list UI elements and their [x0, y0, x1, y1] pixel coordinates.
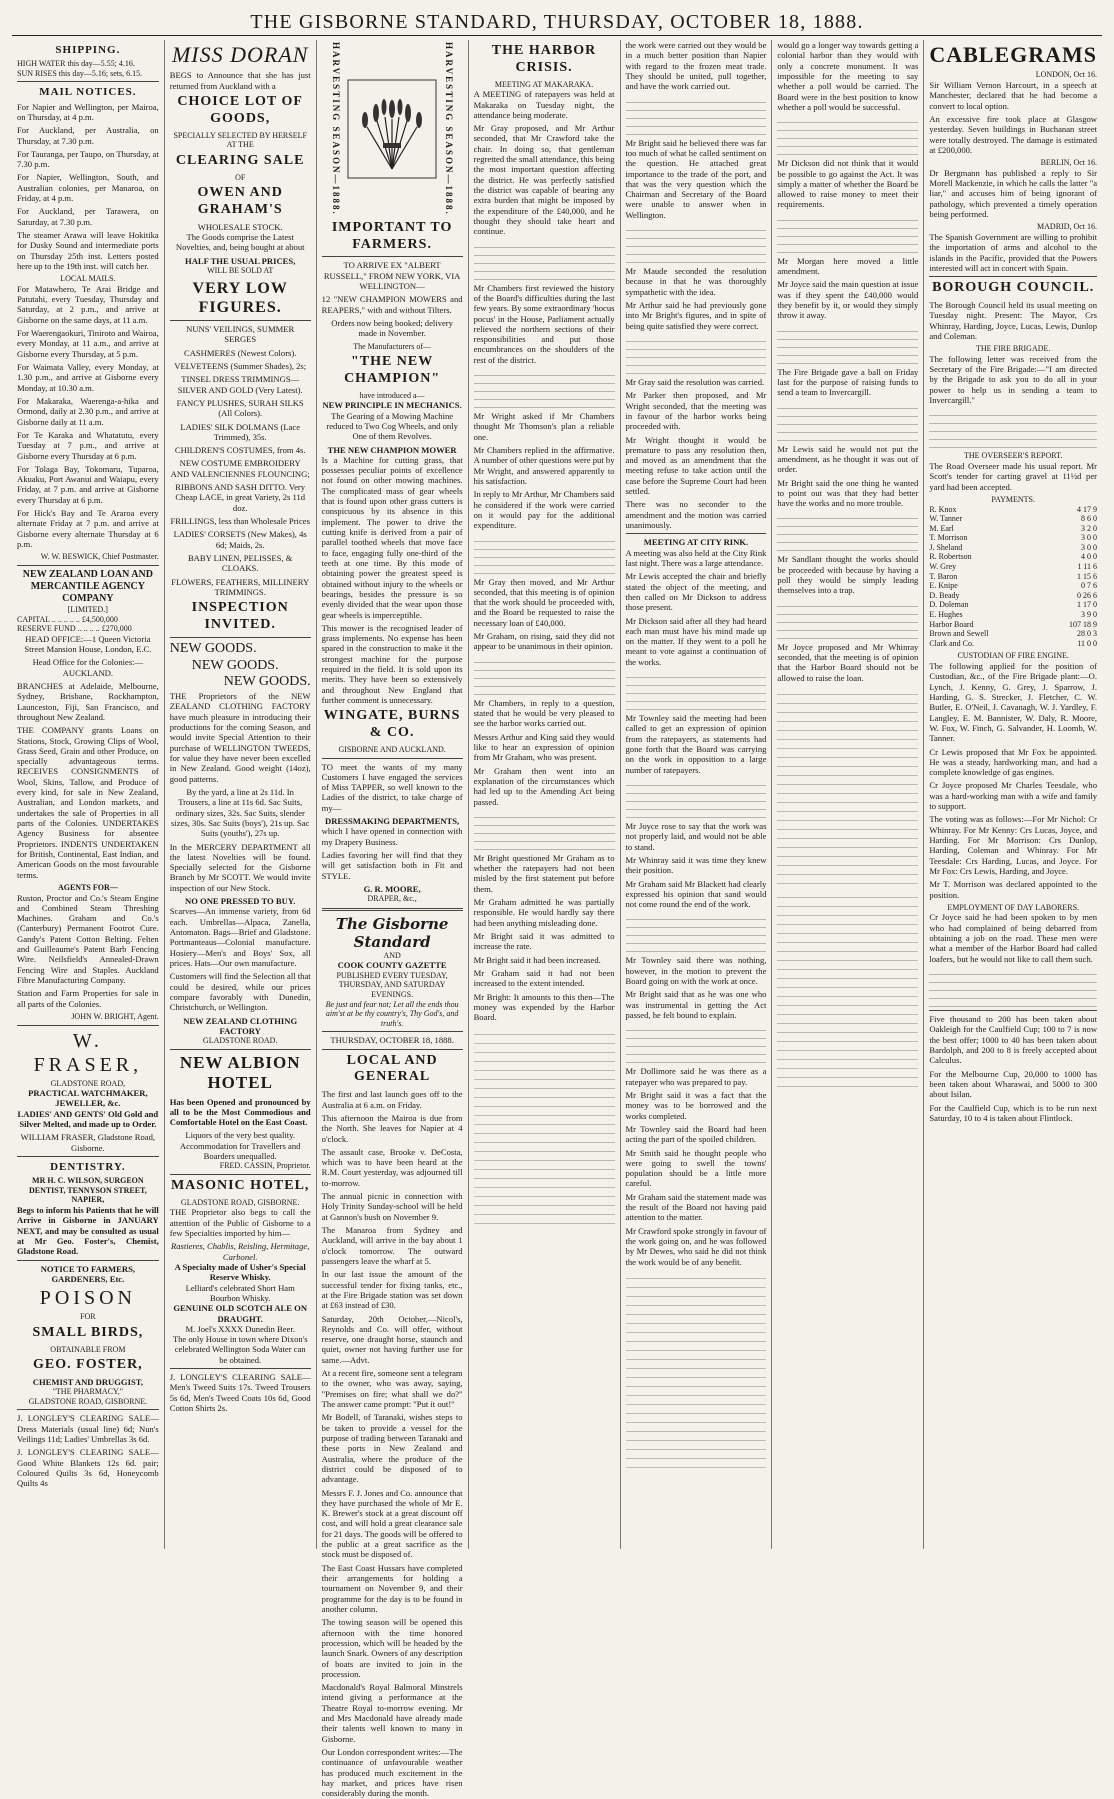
- harbor-para: Mr Chambers, in reply to a question, stated that he would be very pleased to see the harbor works carried out.: [473, 697, 615, 729]
- local-para: The Manaroa from Sydney and Auckland, will arrive in the bay about 1 o'clock tomorrow. The outward passengers leave the wharf at 5.: [321, 1225, 463, 1266]
- goods-item: TINSEL DRESS TRIMMINGS—SILVER AND GOLD (Very Latest).: [177, 374, 303, 395]
- overseer-body: The Road Overseer made his usual report. Mr Scott's tender for carting gravel at 11½d per yard had been accepted.: [929, 460, 1098, 492]
- tide-line: HIGH WATER this day—5.55; 4.16.: [17, 59, 135, 69]
- payment-amount: 0 7 6: [1081, 581, 1098, 591]
- harbor-para: Messrs Arthur and King said they would like to hear an expression of opinion from Mr Graham, who was present.: [473, 731, 615, 763]
- city-rink-heading: MEETING AT CITY RINK.: [643, 537, 749, 548]
- payment-row: [929, 629, 1097, 639]
- nzcf-name: NEW ZEALAND CLOTHING FACTORY: [183, 1015, 298, 1036]
- standard-published: PUBLISHED EVERY TUESDAY, THURSDAY, AND SATURDAY EVENINGS.: [336, 970, 448, 999]
- city-para: Mr Bright said it was a fact that the money was to be borrowed and the works completed.: [625, 1089, 767, 1121]
- soda-note: The only House in town where Dixon's celebrated Wellington Soda Water can be obtained.: [172, 1334, 308, 1365]
- local-para: This afternoon the Mairoa is due from the North. She leaves for Napier at 4 o'clock.: [321, 1112, 463, 1144]
- fraser-trade: PRACTICAL WATCHMAKER, JEWELLER, &c.: [28, 1088, 148, 1109]
- local-para: Messrs F. J. Jones and Co. announce that they have purchased the whole of Mr E. K. Brewer's stock at a great discount off cost, and will hold a great clearance sale for 21 days. The goods will be offered to the public at a great sacrifice as the stock must be disposed of.: [321, 1487, 463, 1560]
- will-be-sold: WILL BE SOLD AT: [207, 266, 274, 276]
- mail-item: For Napier, Wellington, South, and Australian colonies, per Manaroa, on Friday, at 4 p.m.: [17, 172, 159, 204]
- albion-liquors: Liquors of the very best quality.: [185, 1130, 296, 1141]
- scotch-ale: GENUINE OLD SCOTCH ALE ON DRAUGHT.: [173, 1303, 308, 1324]
- column-2: [164, 40, 316, 1549]
- mail-notices-heading: MAIL NOTICES.: [39, 86, 137, 99]
- pharmacy-address: GLADSTONE ROAD, GISBORNE.: [28, 1396, 148, 1406]
- mail-item: For Tauranga, per Taupo, on Thursday, at 7.30 p.m.: [17, 148, 159, 170]
- moore-body-2: which I have opened in connection with my Drapery Business.: [321, 826, 463, 847]
- city-cont-para: would go a longer way towards getting a colonial harbor than they would with only a concrete monument. It was impossible for the meeting to say whether a poll would be carried. The Board were in the best position to know whether a poll would be successful.: [777, 40, 919, 112]
- local-general-heading: LOCAL AND GENERAL: [346, 1052, 438, 1085]
- new-goods-1: NEW GOODS.: [169, 640, 257, 656]
- obtainable-from: OBTAINABLE FROM: [50, 1344, 126, 1354]
- customers-note: Customers will find the Selection all that could be desired, while our prices compare favorably with Dunedin, Christchurch, or Wellington.: [169, 971, 311, 1013]
- harvest-banner: [322, 42, 463, 216]
- wholesale-stock: WHOLESALE STOCK.: [197, 221, 283, 232]
- harbor-para: Mr Bright said it had been increased.: [473, 954, 601, 965]
- harbor-cont-para: Mr Maude seconded the resolution because in that he was thoroughly sympathetic with the idea.: [625, 266, 767, 297]
- half-prices: HALF THE USUAL PRICES,: [185, 255, 296, 266]
- harbor-para: Mr Graham admitted he was partially responsible. He would hardly say there had been anything misleading done.: [473, 897, 615, 928]
- payment-row: [929, 543, 1097, 553]
- goods-item: VELVETEENS (Summer Shades), 2s;: [174, 360, 307, 371]
- city-para: Mr Whinray said it was time they knew their position.: [625, 854, 767, 876]
- payment-row: [929, 581, 1097, 591]
- mail-item: For Auckland, per Australia, on Thursday, at 7.30 p.m.: [17, 125, 159, 146]
- new-goods-2: NEW GOODS.: [191, 657, 279, 673]
- custodian-heading: CUSTODIAN OF FIRE ENGINE.: [957, 651, 1069, 661]
- city-para: Mr Graham said Mr Blackett had clearly expressed his opinion that sand would not come round the end of the work.: [625, 878, 767, 910]
- nzl-capital: CAPITAL .. .. .. .. .. £4,500,000: [17, 614, 118, 624]
- mail-note: The steamer Arawa will leave Hokitika for Dusky Sound and intermediate ports on Thursday 25th inst. Letters posted here up to the 19th inst. will catch her.: [17, 230, 159, 271]
- voting-result: The voting was as follows:—For Mr Nichol: Cr Whinray. For Mr Kenny: Crs Lucas, Joyce, and Harding. For Mr Morrison: Crs Dunlop, Harding, Coleman and Whinray. For Mr Teesdale: Crs Harding, Lucas, and Joyce. For Mr Fox: Crs Lewis, Harding, and Joyce.: [929, 814, 1098, 876]
- payment-name: Harbor Board: [929, 619, 974, 629]
- payment-name: T. Morrison: [929, 533, 968, 543]
- poison-heading: POISON: [39, 1287, 136, 1310]
- champion-order: 12 "NEW CHAMPION MOWERS and REAPERS," with and without Tilters.: [321, 294, 463, 315]
- dateline-london: LONDON, Oct 16.: [1035, 70, 1098, 80]
- goods-item: BABY LINEN, PELISSES, & CLOAKS.: [187, 552, 293, 574]
- payment-amount: 1 11 6: [1077, 562, 1098, 572]
- miss-doran-intro: BEGS to Announce that she has just returned from Auckland with a: [169, 70, 311, 91]
- very-low-figures: VERY LOW FIGURES.: [192, 279, 288, 316]
- city-cont-para: Mr Dickson did not think that it would be possible to go against the Act. It was simply a matter of whether the Board be allowed to raise money to meet their requirements.: [777, 158, 919, 210]
- sun-line: SUN RISES this day—5.16; sets, 6.15.: [17, 68, 143, 78]
- dressmaking-label: DRESSMAKING DEPARTMENTS,: [325, 816, 460, 827]
- postmaster-signature: W. W. BESWICK, Chief Postmaster.: [40, 552, 159, 562]
- city-para: Mr Crawford spoke strongly in favour of the work going on, and he was followed by Mr Dewes, who said he did not think the work would be of any benefit.: [625, 1225, 767, 1267]
- payment-row: [929, 572, 1097, 582]
- city-para: Mr Dickson said after all they had heard each man must have his mind made up on the matter. If they went to a poll he meant to vote against a continuation of the works.: [625, 615, 767, 667]
- payment-row: [929, 600, 1097, 610]
- payment-name: D. Doleman: [929, 600, 969, 610]
- local-mail-item: For Makaraka, Waerenga-a-hika and Ormond, daily at 2.30 p.m., and arrive at Gisborne daily at 11 a.m.: [17, 395, 159, 427]
- nzcf-address: GLADSTONE ROAD.: [202, 1036, 278, 1046]
- owen-graham: OWEN AND GRAHAM'S: [197, 185, 283, 217]
- harbor-para: A MEETING of ratepayers was held at Makaraka on Tuesday night, the attendance being moderate.: [473, 89, 615, 120]
- miss-doran-heading: MISS DORAN: [171, 42, 309, 67]
- new-champion-name: "THE NEW CHAMPION": [344, 354, 441, 386]
- moore-role: DRAPER, &c.,: [367, 894, 417, 904]
- payment-row: [929, 514, 1097, 524]
- local-mail-item: For Hick's Bay and Te Araroa every alternate Friday at 7 p.m. and arrive at Gisborne every alternate Thursday at 6 p.m.: [17, 508, 159, 550]
- standard-motto: Be just and fear not; Let all the ends thou aim'st at be thy country's, Thy God's, and truth's.: [325, 999, 459, 1028]
- local-mail-item: For Matawhero, Te Arai Bridge and Patutahi, every Tuesday, Thursday and Saturday, at 2 p.m., and arrive at Gisborne on the same days, at 11 a.m.: [17, 283, 159, 325]
- custodian-body-2: Cr Lewis proposed that Mr Fox be appointed. He was a steady, hardworking man, and had a complete knowledge of gas engines.: [929, 746, 1098, 778]
- city-cont-para: Mr Joyce proposed and Mr Whinray seconded, that the meeting is of opinion that the Harbor Board should not be allowed to raise the loan.: [777, 641, 919, 683]
- employment-heading: EMPLOYMENT OF DAY LABORERS.: [947, 902, 1080, 912]
- goods-item: RIBBONS AND SASH DITTO. Very Cheap LACE, in great Variety, 2s 11d doz.: [175, 482, 306, 513]
- goods-item: FLOWERS, FEATHERS, MILLINERY TRIMMINGS.: [171, 576, 310, 597]
- column-3: [316, 40, 468, 1799]
- farmers-notice-heading: NOTICE TO FARMERS, GARDENERS, Etc.: [40, 1263, 136, 1284]
- foster-name: GEO. FOSTER,: [33, 1357, 143, 1373]
- city-para: A meeting was also held at the City Rink last night. There was a large attendance.: [625, 547, 767, 568]
- masonic-hotel: MASONIC HOTEL,: [170, 1178, 310, 1194]
- dateline-berlin: BERLIN, Oct 16.: [1040, 158, 1098, 168]
- goods-note: The Goods comprise the Latest Novelties, and, being bought at about: [175, 232, 305, 253]
- masthead-title: THE GISBORNE STANDARD, THURSDAY, OCTOBER 18, 1888.: [12, 10, 1102, 36]
- fraser-signature: WILLIAM FRASER, Gladstone Road, Gisborne.: [20, 1132, 156, 1153]
- payment-name: E. Knipe: [929, 581, 958, 591]
- introduced-label: have introduced a—: [359, 390, 425, 400]
- local-para: The annual picnic in connection with Holy Trinity Sunday-school will be held at Gannon's bush on November 9.: [321, 1191, 463, 1222]
- city-para: Mr Lewis accepted the chair and briefly stated the object of the meeting, and then called on Mr Dickson to address those present.: [625, 571, 767, 613]
- payment-amount: 3 9 0: [1081, 610, 1098, 620]
- clothing-prices: By the yard, a line at 2s 11d. In Trousers, a line at 11s 6d. Sac Suits, ordinary sizes, 32s. Sac Suits, slender sizes, 30s. Sac Suits (boys'), 21s up. Sac Suits (youths'), 27s up.: [171, 786, 310, 839]
- of-label: OF: [235, 172, 246, 182]
- longley-ad: J. LONGLEY'S CLEARING SALE— Good White Blankets 12s 6d. pair; Coloured Quilts 3s 6d, Honeycomb Quilts 4s: [17, 1447, 159, 1489]
- payment-name: E. Hughes: [929, 610, 963, 620]
- local-para: Saturday, 20th October,—Nicol's, Reynolds and Co. will offer, without reserve, one draught horse, staunch and quiet, owner not having further use for same.—Advt.: [321, 1313, 463, 1365]
- payment-name: J. Sheland: [929, 542, 963, 552]
- standard-title: The Gisborne Standard: [335, 914, 449, 951]
- goods-item: FANCY PLUSHES, SURAH SILKS (All Colors).: [176, 397, 304, 419]
- harbor-para: Mr Gray then moved, and Mr Arthur seconded, that this meeting is of opinion that the work should be proceeded with, and the Board be requested to raise the necessary loan of £40,000.: [473, 576, 615, 628]
- wheat-sheaf-icon: [347, 79, 437, 179]
- column-5: [620, 40, 772, 1549]
- manufacturers-label: The Manufacturers of—: [353, 341, 431, 351]
- local-para: Our London correspondent writes:—The continuance of unfavourable weather has produced much excitement in the hay market, and prices have risen considerably during the month.: [321, 1747, 463, 1799]
- dentistry-heading: DENTISTRY.: [50, 1161, 126, 1173]
- payment-amount: 3 0 0: [1081, 542, 1098, 552]
- harbor-cont-para: Mr Parker then proposed, and Mr Wright seconded, that the meeting was in favour of the harbor works being proceeded with.: [625, 390, 767, 432]
- harbor-cont-para: the work were carried out they would be in a much better position than Napier with regard to the frozen meat trade. They should be united, pull together, and have the work carried out.: [625, 40, 767, 92]
- mail-item: For Auckland, per Tarawera, on Saturday, at 7.30 p.m.: [17, 206, 159, 227]
- moore-body: TO meet the wants of my many Customers I have engaged the services of Miss TAPPER, so well known to the Ladies of the district, to take charge of my—: [321, 761, 463, 813]
- albion-hotel: NEW ALBION HOTEL: [179, 1052, 301, 1093]
- orders-note: Orders now being booked; delivery made in November.: [331, 317, 453, 339]
- harbor-para: Mr Bright questioned Mr Graham as to whether the ratepayers had not been misled by the first statement put before them.: [473, 852, 615, 894]
- city-para: Mr Bright said that as he was one who was instrumental in getting the Act passed, he felt bound to explain.: [625, 989, 767, 1020]
- payment-amount: 1 15 6: [1077, 571, 1098, 581]
- local-mail-item: For Te Karaka and Whatatutu, every Tuesday at 7 p.m., and arrive at Gisborne every Thursday at 6 p.m.: [17, 429, 159, 461]
- payment-name: R. Knox: [929, 504, 957, 514]
- local-mail-item: For Waimata Valley, every Monday, at 1.30 p.m., and arrive at Gisborne every Monday, at 10.30 a.m.: [17, 362, 159, 393]
- goods-item: NUNS' VEILINGS, SUMMER SERGES: [186, 324, 295, 345]
- cable-para: An excessive fire took place at Glasgow yesterday. Seven buildings in Buchanan street were totally destroyed. The damage is estimated at £200,000.: [929, 113, 1098, 155]
- payment-name: T. Baron: [929, 571, 958, 581]
- harbor-para: Mr Graham then went into an explanation of the circumstances which had led up to the Amending Act being passed.: [473, 765, 615, 807]
- local-para: In our last issue the amount of the successful tender for fixing tanks, etc., at the Fire Brigade station was set down at £63 instead of £30.: [321, 1269, 463, 1311]
- usher-whisky: A Specialty made of Usher's Special Reserve Whisky.: [174, 1261, 306, 1283]
- payment-name: W. Grey: [929, 562, 957, 572]
- cablegrams-heading: CABLEGRAMS: [929, 42, 1098, 67]
- payment-row: [929, 620, 1097, 630]
- harvest-text-left: HARVESTING SEASON—1888.: [331, 42, 342, 216]
- specially-selected: SPECIALLY SELECTED BY HERSELF: [173, 130, 307, 140]
- local-mails-heading: LOCAL MAILS.: [60, 274, 116, 284]
- fire-brigade-heading: THE FIRE BRIGADE.: [975, 344, 1051, 354]
- harbor-cont-para: Mr Gray said the resolution was carried.: [625, 376, 765, 387]
- goods-item: LADIES' SILK DOLMANS (Lace Trimmed), 35s.: [180, 421, 301, 442]
- payment-row: [929, 533, 1097, 543]
- nzl-limited: [LIMITED.]: [67, 604, 108, 614]
- payment-name: Clark and Co.: [929, 638, 975, 648]
- ncm-body-2: This mower is the recognised leader of grass implements. No expense has been spared in the construction to make it the strongest machine for the purpose required in the field. It is sold upon its merits. They have been so extensively and throughout New England that further comment is unnecessary.: [321, 622, 463, 706]
- dateline-madrid: MADRID, Oct 16.: [1037, 222, 1098, 232]
- goods-item: NEW COSTUME EMBROIDERY AND VALENCIENNES FLOUNCING;: [170, 458, 310, 479]
- harbor-para: Mr Bright said it was admitted to increase the rate.: [473, 931, 615, 952]
- wingate-address: GISBORNE AND AUCKLAND.: [338, 744, 446, 754]
- dentist-name: MR H. C. WILSON, SURGEON DENTIST, TENNYSON STREET, NAPIER,: [28, 1176, 147, 1205]
- payment-amount: 1 17 0: [1077, 600, 1098, 610]
- pharmacy-name: "THE PHARMACY,": [52, 1387, 124, 1397]
- fraser-note: LADIES' AND GENTS' Old Gold and Silver Melted, and made up to Order.: [17, 1108, 159, 1130]
- longley-ad: J. LONGLEY'S CLEARING SALE— Dress Materials (usual line) 6d; Nun's Veilings 11d; Ladies' Umbrellas 3s 6d.: [17, 1413, 159, 1445]
- joel-beer: M. Joel's XXXX Dunedin Beer.: [185, 1323, 295, 1334]
- city-cont-para: Mr Morgan here moved a little amendment.: [777, 255, 919, 277]
- harbor-para: Mr Wright asked if Mr Chambers thought Mr Thomson's plan a reliable one.: [473, 411, 615, 442]
- nzl-body: THE COMPANY grants Loans on Stations, Stock, Growing Clips of Wool, Grass Seed, Grain and other Produce, on specially advantageous terms. RECEIVES CONSIGNMENTS of Wool, Skins, Tallow, and Produce of every kind, for sale in New Zealand, Australian, and London markets, and undertakes the sale of Properties in all parts of the Colonies. UNDERTAKES Agency Business for absentee Proprietors. INDENTS UNDERTAKEN for British, Continental, East Indian, and American Goods on the most favourable terms.: [17, 725, 159, 880]
- payment-name: W. Tanner: [929, 514, 963, 524]
- payment-name: R. Robertson: [929, 552, 972, 562]
- masonic-address: GLADSTONE ROAD, GISBORNE.: [180, 1197, 300, 1207]
- payment-amount: 4 0 0: [1081, 552, 1098, 562]
- payment-amount: 3 0 0: [1081, 533, 1098, 543]
- albion-accommodation: Accommodation for Travellers and Boarders unequalled.: [179, 1140, 301, 1162]
- employment-body: Cr Joyce said he had been spoken to by men who had complained of being debarred from obtaining a job on the road. These men were what a member of the Harbor Board had called loafers, but he would not like to call them such.: [929, 912, 1098, 964]
- harbor-para: Mr Gray proposed, and Mr Arthur seconded, that Mr Crawford take the chair. In doing so, that gentleman regretted the small attendance, this being the most important question affecting the district. He was perfectly satisfied the district was capable of bearing any extra burden that might be imposed by the expenditure of the £40,000, and he thought they should take heart and continue.: [473, 123, 615, 237]
- moore-signature: G. R. MOORE,: [363, 883, 421, 894]
- city-para: Mr Townley said the meeting had been called to get an expression of opinion from the ratepayers, as statements had gone forth that the Board was carrying on the work in opposition to a large number of ratepayers.: [625, 713, 767, 775]
- local-para: The first and last launch goes off to the Australia at 6 a.m. on Friday.: [321, 1089, 463, 1110]
- local-para: Mr Bodell, of Taranaki, wishes steps to be taken to provide a vessel for the purpose of trading between Taranaki and these ports in New Zealand and Australia, where the produce of the district could be disposed of to advantage.: [321, 1412, 463, 1485]
- small-birds: SMALL BIRDS,: [32, 1324, 144, 1340]
- payments-heading: PAYMENTS.: [991, 494, 1036, 504]
- harvest-text-right: HARVESTING SEASON—1888.: [443, 42, 454, 216]
- agents-body: Ruston, Proctor and Co.'s Steam Engine and Combined Steam Threshing Machines. Graham and Co.'s (Canterbury) Permanent Footrot Cure. Gandy's Patent Cotton Belting. Felten and Guilleaume's Patent Barb Fencing Wire. Neilsfield's Annealed-Drawn Fencing Wire and Staples. Auckland Fibre Manufacturing Company.: [17, 892, 159, 985]
- issue-date: THURSDAY, OCTOBER 18, 1888.: [330, 1035, 454, 1046]
- local-para: The East Coast Hussars have completed their arrangements for holding a tournament on November 9, and their programme for the day is to be found in another column.: [321, 1562, 463, 1614]
- payment-name: D. Beady: [929, 590, 960, 600]
- agents-heading: AGENTS FOR—: [57, 882, 118, 892]
- columns: [12, 40, 1102, 1799]
- goods-item: LADIES' CORSETS (New Makes), 4s 6d; Maids, 2s.: [173, 529, 307, 550]
- payment-amount: 107 18 9: [1069, 619, 1098, 629]
- local-para: The assault case, Brooke v. DeCosta, which was to have been heard at the R.M. Court yesterday, was adjourned till to-morrow.: [321, 1146, 463, 1188]
- payment-amount: 28 0 3: [1077, 629, 1098, 639]
- nzl-branches: BRANCHES at Adelaide, Melbourne, Sydney, Brisbane, Rockhampton, Launceston, Fiji, San Francisco, and throughout New Zealand.: [17, 680, 159, 722]
- city-cont-para: Mr Lewis said he would not put the amendment, as he thought it was out of order.: [777, 443, 919, 475]
- harbor-para: Mr Graham said it had not been increased to the extent intended.: [473, 967, 615, 989]
- payment-row: [929, 610, 1097, 620]
- poison-for: FOR: [80, 1312, 96, 1322]
- payment-row: [929, 639, 1097, 649]
- fire-brigade-body: The following letter was received from the Secretary of the Fire Brigade:—"I am directed by the Brigade to ask you to do all in your power to help us in sending a team to Invercargill.": [929, 353, 1098, 406]
- fraser-address: GLADSTONE ROAD,: [50, 1078, 126, 1088]
- sporting-note: Five thousand to 200 has been taken about Oakleigh for the Caulfield Cup; 100 to 7 is now the best offer; 1000 to 40 has been taken about Bardolph, and 200 to 8 is freely accepted about Calculus.: [929, 1014, 1098, 1066]
- harbor-para: In reply to Mr Arthur, Mr Chambers said he considered if the work were carried on it would pay for the additional expenditure.: [473, 489, 615, 531]
- mail-item: For Napier and Wellington, per Mairoa, on Thursday, at 4 p.m.: [17, 101, 159, 122]
- no-one-pressed: NO ONE PRESSED TO BUY.: [184, 896, 296, 907]
- lelliard-whisky: Lelliard's celebrated Short Ham Bourbon Whisky.: [185, 1282, 295, 1303]
- albion-signature: FRED. CASSIN, Proprietor.: [219, 1161, 311, 1171]
- payment-amount: 4 17 9: [1077, 504, 1098, 514]
- new-goods-3: NEW GOODS.: [223, 674, 311, 690]
- goods-item: CASHMERES (Newest Colors).: [183, 347, 297, 358]
- harbor-crisis-heading: THE HARBOR CRISIS.: [491, 43, 597, 75]
- payment-amount: 3 2 0: [1081, 523, 1098, 533]
- city-para: Mr Joyce rose to say that the work was not properly laid, and would not be able to stand.: [625, 820, 767, 852]
- mercery-body: In the MERCERY DEPARTMENT all the latest Novelties will be found. Specially selected for the Gisborne Branch by Mr SCOTT. We would invite inspection of our New Stock.: [169, 841, 311, 893]
- sporting-note: For the Caulfield Cup, which is to be run next Saturday, 10 to 4 is taken about Flintlock.: [929, 1102, 1098, 1123]
- appointment-declared: Mr T. Morrison was declared appointed to the position.: [929, 879, 1098, 900]
- at-the: AT THE: [226, 140, 254, 150]
- cable-para: Dr Bergmann has published a reply to Sir Morell Mackenzie, in which he calls the latter "a liar," and accuses him of being ignorant of pathology, which prevented a timely operation being performed.: [929, 167, 1098, 220]
- city-para: Mr Smith said he thought people who were going to swell the towns' population should be a little more careful.: [625, 1147, 767, 1189]
- city-cont-para: Mr Joyce said the main question at issue was if they spent the £40,000 would they benefit by it, or would they simply throw it away.: [777, 279, 919, 321]
- new-principle: NEW PRINCIPLE IN MECHANICS.: [322, 400, 462, 411]
- payment-amount: 8 6 0: [1081, 514, 1098, 524]
- inspection-invited: INSPECTION INVITED.: [191, 600, 289, 632]
- gearing-note: The Gearing of a Mowing Machine reduced to Two Cog Wheels, and only One of them Revolves.: [326, 410, 458, 442]
- longley-ad: J. LONGLEY'S CLEARING SALE— Men's Tweed Suits 17s. Tweed Trousers 5s 6d, Men's Tweed Coats 10s 6d, Good Cotton Shirts 2s.: [169, 1372, 311, 1414]
- city-para: Mr Townley said there was nothing, however, in the motion to prevent the Board going on with the work at once.: [625, 955, 767, 987]
- payment-row: [929, 505, 1097, 515]
- harbor-para: Mr Chambers replied in the affirmative. A number of other questions were put by Mr Wright, and answered apparently to his satisfaction.: [473, 445, 615, 486]
- payment-row: [929, 552, 1097, 562]
- local-mail-item: For Tolaga Bay, Tokomaru, Tuparoa, Akuaku, Port Awanui and Waiapu, every Friday, at 7 p.m. and arrive at Gisborne every Thursday at 6 p.m.: [17, 463, 159, 505]
- payment-name: M. Earl: [929, 523, 954, 533]
- goods-item: CHILDREN'S COSTUMES, from 4s.: [174, 445, 306, 456]
- sporting-note: For the Melbourne Cup, 20,000 to 1000 has been taken about Wharawai, and 5000 to 300 about Isilan.: [929, 1068, 1098, 1100]
- arrive-notice: TO ARRIVE EX "ALBERT RUSSELL," FROM NEW YORK, VIA WELLINGTON—: [323, 260, 461, 291]
- dentist-body: Begs to inform his Patients that he will Arrive in Gisborne in JANUARY NEXT, and may be consulted as usual at Mr Geo. Foster's, Chemist, Gladstone Road.: [17, 1204, 159, 1257]
- albion-body: Has been Opened and pronounced by all to be the Most Commodious and Comfortable Hotel on the East Coast.: [169, 1096, 311, 1128]
- local-para: At a recent fire, someone sent a telegram to the owner, who was away, saying, "Premises on fire; what shall we do?" The answer came prompt: "Put it out!": [321, 1368, 463, 1409]
- payment-name: Brown and Sewell: [929, 629, 989, 639]
- agents-signature: JOHN W. BRIGHT, Agent.: [71, 1011, 159, 1021]
- standard-subtitle: COOK COUNTY GAZETTE: [337, 960, 447, 971]
- important-to-farmers: IMPORTANT TO FARMERS.: [331, 219, 453, 252]
- masonic-body: THE Proprietor also begs to call the attention of the Public of Gisborne to a few Specialties imported by him—: [169, 1207, 311, 1239]
- harbor-para: Mr Graham, on rising, said they did not appear to be unanimous in their opinion.: [473, 631, 615, 652]
- payment-amount: 0 26 6: [1077, 590, 1098, 600]
- payments-list: [929, 505, 1097, 649]
- cable-para: The Spanish Government are willing to prohibit the importation of arms and alcohol to the islands in the Pacific, provided that the Powers interested will act in concert with Spain.: [929, 231, 1098, 273]
- clearing-sale: CLEARING SALE: [175, 152, 305, 168]
- harbor-para: Mr Chambers first reviewed the history of the Board's difficulties during the last few years. By some extraordinary 'hocus pocus' in the House, Parliament actually relieved the northern sections of their responsibilities and put those encumbrances on the shoulders of the rest of the district.: [473, 282, 615, 365]
- column-7: [923, 40, 1102, 1549]
- agents-tail: Station and Farm Properties for sale in all parts of the Colonies.: [17, 988, 159, 1009]
- borough-council-heading: BOROUGH COUNCIL.: [932, 280, 1095, 296]
- moore-body-3: Ladies favoring her will find that they will get satisfaction both in Fit and STYLE.: [321, 850, 463, 881]
- ncm-heading: THE NEW CHAMPION MOWER: [327, 444, 457, 455]
- choice-lot: CHOICE LOT OF GOODS,: [177, 94, 303, 126]
- cable-para: Sir William Vernon Harcourt, in a speech at Manchester, declared that he had become a convert to local option.: [929, 79, 1098, 111]
- chemist-line: CHEMIST AND DRUGGIST,: [32, 1376, 143, 1387]
- column-6: [771, 40, 923, 1549]
- city-para: Mr Dollimore said he was there as a ratepayer who was prepared to pay.: [625, 1066, 767, 1087]
- standard-and: AND: [383, 950, 401, 960]
- city-cont-para: Mr Bright said the one thing he wanted to point out was that they had better have the works and no more trouble.: [777, 477, 919, 509]
- borough-intro: The Borough Council held its usual meeting on Tuesday night. Present: The Mayor, Crs Whinray, Harding, Joyce, Lucas, Lewis, Dunlop and Coleman.: [929, 299, 1098, 341]
- goods-item: FRILLINGS, less than Wholesale Prices: [170, 516, 310, 526]
- overseer-heading: THE OVERSEER'S REPORT.: [964, 451, 1063, 461]
- payment-row: [929, 524, 1097, 534]
- payment-row: [929, 562, 1097, 572]
- nzl-head-office: HEAD OFFICE:—1 Queen Victoria Street Mansion House, London, E.C.: [24, 633, 152, 655]
- custodian-body-3: Cr Joyce proposed Mr Charles Teesdale, who was a hard-working man with a wife and family to support.: [929, 780, 1098, 812]
- wingate-name: WINGATE, BURNS & CO.: [323, 708, 461, 741]
- fraser-name: W. FRASER,: [33, 1029, 143, 1076]
- local-para: Macdonald's Royal Balmoral Minstrels intend giving a performance at the Theatre Royal to-morrow evening. Mr and Mrs Macdonald have already made their talents well known to many in Gisborne.: [321, 1682, 463, 1744]
- column-1: [12, 40, 164, 1549]
- local-mail-item: For Waerengaokuri, Tiniroto and Wairoa, every Monday, at 11 a.m., and arrive at Gisborne every Thursday, at 5 p.m.: [17, 328, 159, 359]
- masonic-wines: Rastieres, Chablis, Reisling, Hermitage, Carbonel.: [171, 1241, 310, 1262]
- nzl-heading: NEW ZEALAND LOAN AND MERCANTILE AGENCY COMPANY: [22, 568, 153, 604]
- city-para: Mr Townley said the Board had been acting the part of the spoiled children.: [625, 1123, 767, 1145]
- city-cont-para: The Fire Brigade gave a ball on Friday last for the purpose of raising funds to send a team to Invercargill.: [777, 366, 919, 398]
- city-para: Mr Graham said the statement made was the result of the Board not having paid attention to the matter.: [625, 1191, 767, 1223]
- city-cont-para: Mr Sandlant thought the works should be proceeded with because by having a poll they would be simply leading themselves into a trap.: [777, 554, 919, 596]
- harbor-cont-para: Mr Arthur said he had previously gone into Mr Bright's figures, and in spite of being quite satisfied they were correct.: [625, 300, 767, 331]
- scarves-list: Scarves—An immense variety, from 6d each. Umbrellas—Alpaca, Zanella, Antomaton. Bags—Brief and Gladstone. Portmanteaus—Colonial manufacture. Hosiery—Men's and Boys' Sox, all prices. Hats—Our own manufacture.: [169, 906, 311, 968]
- harbor-cont-para: Mr Wright thought it would be premature to pass any resolution then, and moved as an amendment that the meeting refuse to take action until the case before the Supreme Court had been settled.: [625, 434, 767, 497]
- payment-amount: 11 0 0: [1077, 638, 1098, 648]
- local-para: The towing season will be opened this afternoon with the time honored procession, which will be headed by the launch Snark. Owners of any description of boats are invited to join in the procession.: [321, 1617, 463, 1679]
- column-4: [468, 40, 620, 1549]
- harbor-cont-para: Mr Bright said he believed there was far too much of what he called sentiment on the question. He attached great importance to the trade of the port, and that was the very question which the Chairman and Secretary of the Board were unable to answer when in Wellington.: [625, 137, 767, 220]
- clothing-factory-body: THE Proprietors of the NEW ZEALAND CLOTHING FACTORY have much pleasure in introducing their productions for the coming Season, and would invite Special Attention to their purchase of WELLINGTON TWEEDS, for value they have never been excelled in New Zealand. Good weight (14oz), good patterns.: [169, 691, 311, 784]
- harbor-para: Mr Bright: It amounts to this then—The money was expended by the Harbor Board.: [473, 991, 615, 1023]
- payment-row: [929, 591, 1097, 601]
- nzl-reserve: RESERVE FUND .. .. .. .. £270,000: [17, 624, 132, 634]
- shipping-heading: SHIPPING.: [55, 44, 121, 56]
- harbor-cont-para: There was no seconder to the amendment and the motion was carried unanimously.: [625, 499, 767, 530]
- makaraka-subheading: MEETING AT MAKARAKA.: [494, 79, 594, 89]
- ncm-body: Is a Machine for cutting grass, that possesses peculiar points of excellence not found on other mowing machines. The complicated mass of gear wheels that is found upon other grass cutters is conspicuous by its absence in this implement. The power to drive the cutting knife is derived from a pair of parallel toothed wheels that move face to face, engaging fully one-third of the teeth at one time. By this mode of obtaining power the greatest speed is obtained without injury to the wheels or bearings, besides the pressure is so evenly divided that the wear upon those gear wheels is imperceptible.: [321, 454, 463, 620]
- nzl-colony-office: Head Office for the Colonies:—AUCKLAND.: [32, 657, 144, 678]
- custodian-body: The following applied for the position of Custodian, &c., of the Fire Brigade plant:—O. Lynch, J. Kenny, G. Grey, J. Sparrow, J. Harding, G. S. Strecker, J. Fletcher, C. W. Butler, E. O'Neil, J. Cavanagh, W. J. Yardley, F. Langley, E. M. Bannister, W. Daly, R. Moore, W. Fox, W. Finch, G. Salvander, H. Loomb, W. Tanner.: [929, 661, 1098, 744]
